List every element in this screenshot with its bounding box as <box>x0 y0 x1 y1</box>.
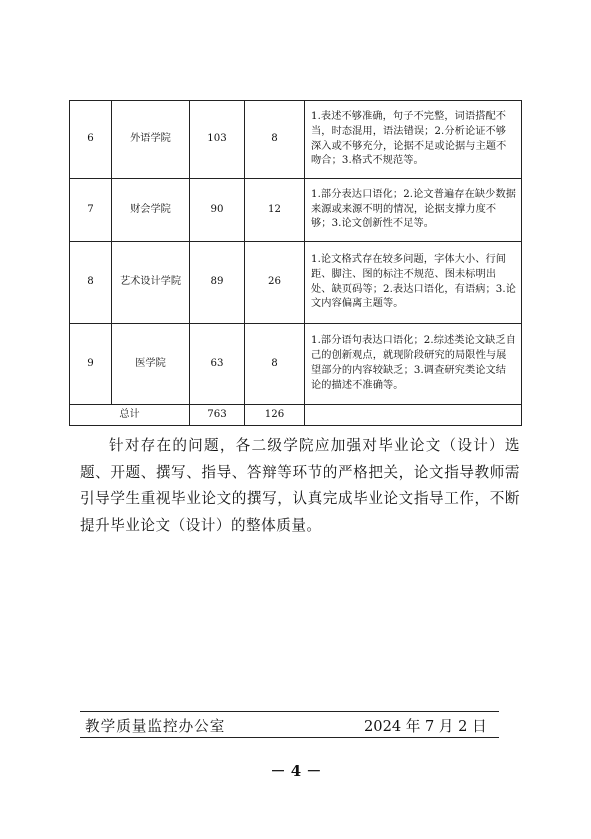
thesis-count: 89 <box>190 242 245 324</box>
thesis-count: 103 <box>190 101 245 179</box>
table-row <box>70 324 522 405</box>
issue-count: 12 <box>245 179 305 242</box>
footer-bottom-rule <box>80 737 499 738</box>
problem-summary-table <box>69 100 522 426</box>
problem-description: 1.部分表达口语化；2.论文普遍存在缺少数据来源或来源不明的情况，论据支撑力度不够；3.论文创新性不足等。 <box>305 179 522 242</box>
thesis-count: 90 <box>190 179 245 242</box>
row-number: 9 <box>70 324 112 405</box>
issue-count: 26 <box>245 242 305 324</box>
body-paragraph: 针对存在的问题，各二级学院应加强对毕业论文（设计）选题、开题、撰写、指导、答辩等环节的严格把关，论文指导教师需引导学生重视毕业论文的撰写，认真完成毕业论文指导工作，不断提升毕业论文（设计）的整体质量。 <box>80 437 520 534</box>
issuing-office: 教学质量监控办公室 <box>85 718 226 735</box>
total-row <box>70 405 522 426</box>
footer-top-rule <box>80 711 499 712</box>
total-empty-cell <box>305 405 522 426</box>
table-row <box>70 242 522 324</box>
thesis-count: 63 <box>190 324 245 405</box>
page-number: － 4 － <box>270 762 322 780</box>
issue-date: 2024 年 7 月 2 日 <box>364 718 487 735</box>
college-name: 财会学院 <box>112 179 190 242</box>
row-number: 7 <box>70 179 112 242</box>
issue-count: 8 <box>245 101 305 179</box>
table-row <box>70 179 522 242</box>
problem-description: 1.论文格式存在较多问题，字体大小、行间距、脚注、图的标注不规范、图未标明出处、缺页码等；2.表达口语化，有语病；3.论文内容偏离主题等。 <box>305 242 522 324</box>
table-row <box>70 101 522 179</box>
total-thesis-count: 763 <box>190 405 245 426</box>
issue-count: 8 <box>245 324 305 405</box>
total-issue-count: 126 <box>245 405 305 426</box>
total-label: 总计 <box>70 405 190 426</box>
problem-description: 1.表述不够准确，句子不完整，词语搭配不当，时态混用，语法错误；2.分析论证不够深入或不够充分，论据不足或论据与主题不吻合；3.格式不规范等。 <box>305 101 522 179</box>
row-number: 8 <box>70 242 112 324</box>
college-name: 外语学院 <box>112 101 190 179</box>
problem-description: 1.部分语句表达口语化；2.综述类论文缺乏自己的创新观点，就现阶段研究的局限性与展望部分的内容较缺乏；3.调查研究类论文结论的描述不准确等。 <box>305 324 522 405</box>
row-number: 6 <box>70 101 112 179</box>
college-name: 艺术设计学院 <box>112 242 190 324</box>
college-name: 医学院 <box>112 324 190 405</box>
